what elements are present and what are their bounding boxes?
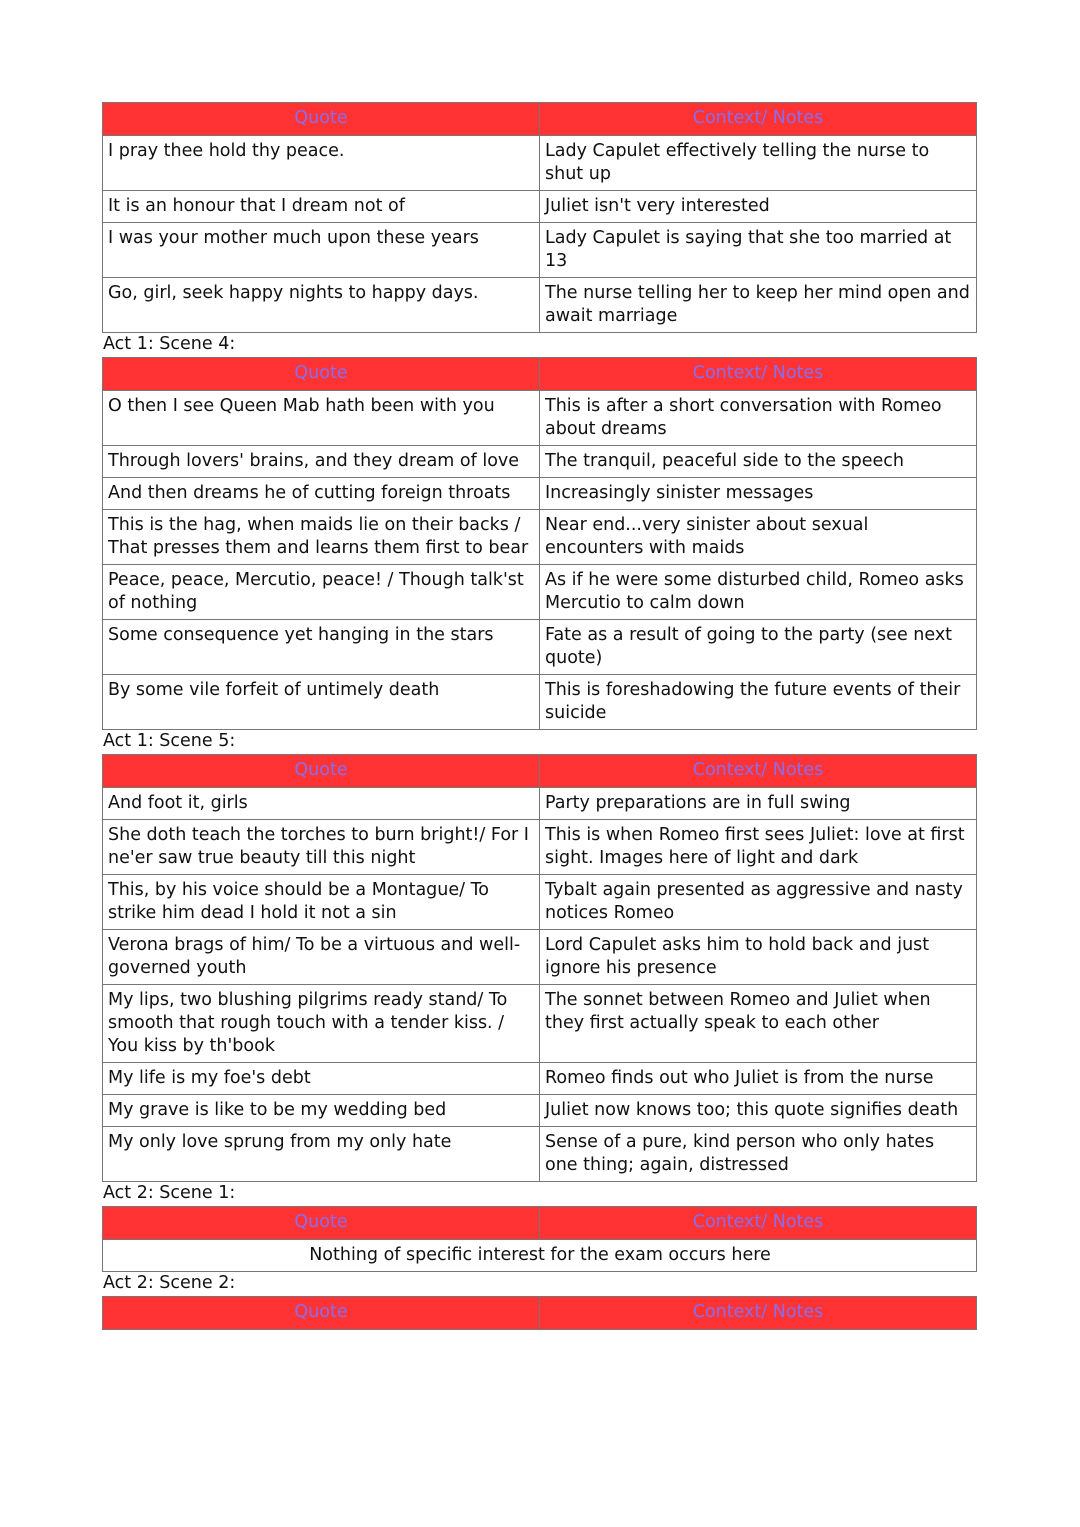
quote-cell: Some consequence yet hanging in the stars: [103, 620, 540, 675]
column-header: Context/ Notes: [540, 1207, 977, 1240]
quote-table: [102, 102, 977, 333]
context-cell: Lord Capulet asks him to hold back and just ignore his presence: [540, 930, 977, 985]
table-header-row: [103, 1297, 977, 1330]
quote-cell: My only love sprung from my only hate: [103, 1127, 540, 1182]
table-row: [103, 1063, 977, 1095]
quote-cell: Go, girl, seek happy nights to happy days.: [103, 278, 540, 333]
context-cell: Juliet now knows too; this quote signifies death: [540, 1095, 977, 1127]
table-row: [103, 985, 977, 1063]
quote-cell: My life is my foe's debt: [103, 1063, 540, 1095]
column-header: Quote: [103, 358, 540, 391]
context-cell: Increasingly sinister messages: [540, 478, 977, 510]
section-label: Act 1: Scene 4:: [103, 334, 236, 354]
table-row: [103, 510, 977, 565]
quote-cell: My lips, two blushing pilgrims ready stand/ To smooth that rough touch with a tender kiss. / You kiss by th'book: [103, 985, 540, 1063]
document: [102, 102, 977, 1330]
context-cell: Sense of a pure, kind person who only hates one thing; again, distressed: [540, 1127, 977, 1182]
context-cell: Lady Capulet is saying that she too married at 13: [540, 223, 977, 278]
context-cell: Fate as a result of going to the party (see next quote): [540, 620, 977, 675]
quote-cell: This, by his voice should be a Montague/ To strike him dead I hold it not a sin: [103, 875, 540, 930]
column-header: Quote: [103, 1207, 540, 1240]
table-row: [103, 136, 977, 191]
context-cell: Romeo finds out who Juliet is from the nurse: [540, 1063, 977, 1095]
context-cell: Tybalt again presented as aggressive and nasty notices Romeo: [540, 875, 977, 930]
table-row: [103, 446, 977, 478]
quote-table: [102, 357, 977, 730]
context-cell: Near end...very sinister about sexual encounters with maids: [540, 510, 977, 565]
note-cell: Nothing of specific interest for the exam occurs here: [103, 1240, 977, 1272]
quote-cell: Peace, peace, Mercutio, peace! / Though talk'st of nothing: [103, 565, 540, 620]
context-cell: The sonnet between Romeo and Juliet when they first actually speak to each other: [540, 985, 977, 1063]
table-header-row: [103, 755, 977, 788]
table-row: [103, 278, 977, 333]
column-header: Quote: [103, 1297, 540, 1330]
context-cell: This is after a short conversation with Romeo about dreams: [540, 391, 977, 446]
quote-cell: I pray thee hold thy peace.: [103, 136, 540, 191]
context-cell: This is when Romeo first sees Juliet: love at first sight. Images here of light and dark: [540, 820, 977, 875]
table-row: [103, 930, 977, 985]
table-row: [103, 820, 977, 875]
context-cell: Lady Capulet effectively telling the nurse to shut up: [540, 136, 977, 191]
section-label: Act 2: Scene 1:: [103, 1183, 236, 1203]
quote-cell: She doth teach the torches to burn bright!/ For I ne'er saw true beauty till this night: [103, 820, 540, 875]
column-header: Context/ Notes: [540, 755, 977, 788]
quote-table: [102, 1206, 977, 1272]
table-row: [103, 565, 977, 620]
column-header: Context/ Notes: [540, 103, 977, 136]
quote-cell: Verona brags of him/ To be a virtuous and well-governed youth: [103, 930, 540, 985]
quote-cell: Through lovers' brains, and they dream of love: [103, 446, 540, 478]
context-cell: This is foreshadowing the future events of their suicide: [540, 675, 977, 730]
table-row: [103, 875, 977, 930]
quote-cell: O then I see Queen Mab hath been with you: [103, 391, 540, 446]
context-cell: Juliet isn't very interested: [540, 191, 977, 223]
column-header: Quote: [103, 103, 540, 136]
table-row: [103, 620, 977, 675]
context-cell: The nurse telling her to keep her mind open and await marriage: [540, 278, 977, 333]
column-header: Quote: [103, 755, 540, 788]
column-header: Context/ Notes: [540, 358, 977, 391]
table-row: [103, 391, 977, 446]
table-row: [103, 191, 977, 223]
quote-cell: And foot it, girls: [103, 788, 540, 820]
table-row: [103, 1240, 977, 1272]
table-row: [103, 1127, 977, 1182]
quote-cell: By some vile forfeit of untimely death: [103, 675, 540, 730]
quote-cell: It is an honour that I dream not of: [103, 191, 540, 223]
table-row: [103, 675, 977, 730]
quote-table: [102, 754, 977, 1182]
table-row: [103, 223, 977, 278]
quote-cell: I was your mother much upon these years: [103, 223, 540, 278]
table-header-row: [103, 103, 977, 136]
context-cell: As if he were some disturbed child, Romeo asks Mercutio to calm down: [540, 565, 977, 620]
quote-cell: And then dreams he of cutting foreign throats: [103, 478, 540, 510]
section-label: Act 2: Scene 2:: [103, 1273, 236, 1293]
table-row: [103, 1095, 977, 1127]
section-label: Act 1: Scene 5:: [103, 731, 236, 751]
table-row: [103, 788, 977, 820]
quote-table: [102, 1296, 977, 1330]
context-cell: The tranquil, peaceful side to the speech: [540, 446, 977, 478]
context-cell: Party preparations are in full swing: [540, 788, 977, 820]
table-header-row: [103, 1207, 977, 1240]
quote-cell: My grave is like to be my wedding bed: [103, 1095, 540, 1127]
table-header-row: [103, 358, 977, 391]
column-header: Context/ Notes: [540, 1297, 977, 1330]
quote-cell: This is the hag, when maids lie on their backs / That presses them and learns them first to bear: [103, 510, 540, 565]
table-row: [103, 478, 977, 510]
